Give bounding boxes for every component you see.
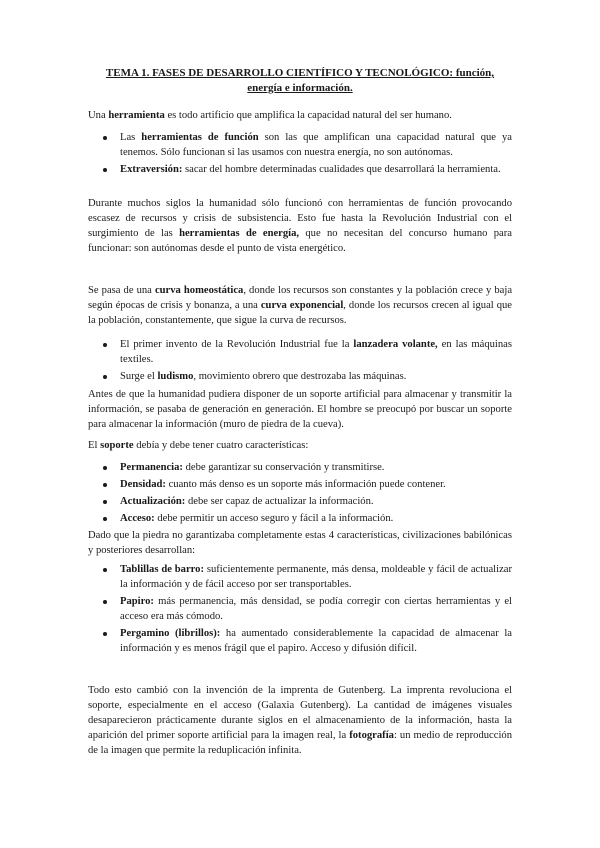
page-title: TEMA 1. FASES DE DESARROLLO CIENTÍFICO Y TECNOLÓGICO: función, energía e información.	[105, 67, 495, 94]
paragraph-soporte-artificial: Antes de que la humanidad pudiera disponer de un soporte artificial para almacenar y transmitir la información, se pasaba de generación en generación. El hombre se preocupó por buscar un soporte para almacenar la información (muro de piedra de la cueva).	[88, 389, 512, 430]
paragraph-imprenta: Todo esto cambió con la invención de la imprenta de Gutenberg. La imprenta revoluciona el soporte, especialmente en el acceso (Galaxia Gutenberg). La cantidad de imágenes visuales desaparecieron prácticamente durante siglos en el almacenamiento de la información, hasta la aparición del primer soporte artificial para la imagen real, la fotografía: un medio de reproducción de la imagen que permite la reduplicación infinita.	[88, 685, 512, 756]
bullet-icon	[103, 483, 107, 487]
list-item: Las herramientas de función son las que amplifican una capacidad natural que ya tenemos. Sólo funcionan si las usamos con nuestra energía, no son autónomas.	[88, 130, 512, 160]
bullet-icon	[103, 632, 107, 636]
list-herramientas	[88, 130, 512, 179]
bullet-icon	[103, 466, 107, 470]
paragraph-curvas: Se pasa de una curva homeostática, donde los recursos son constantes y la población crece y baja según épocas de crisis y bonanza, a una curva exponencial, donde los recursos crecen al igual que la población, constantemente, que sigue la curva de recursos.	[88, 285, 513, 326]
bullet-icon	[103, 517, 107, 521]
paragraph-civilizaciones: Dado que la piedra no garantizaba completamente estas 4 características, civilizaciones babilónicas y posteriores desarrollan:	[88, 530, 512, 556]
paragraph-soporte: El soporte debía y debe tener cuatro características:	[88, 440, 309, 451]
list-item: Papiro: más permanencia, más densidad, se podía corregir con ciertas herramientas y el acceso era más cómodo.	[88, 594, 512, 624]
bullet-icon	[103, 568, 107, 572]
bullet-icon	[103, 500, 107, 504]
list-item: El primer invento de la Revolución Industrial fue la lanzadera volante, en las máquinas textiles.	[88, 337, 512, 367]
bold-term: herramienta	[108, 110, 165, 121]
list-item: Pergamino (librillos): ha aumentado considerablemente la capacidad de almacenar la información y es menos frágil que el papiro. Acceso y difusión difícil.	[88, 626, 512, 656]
bullet-icon	[103, 600, 107, 604]
list-caracteristicas	[88, 460, 512, 528]
list-item: Acceso: debe permitir un acceso seguro y fácil a la información.	[88, 511, 512, 526]
list-item: Tablillas de barro: suficientemente permanente, más densa, moldeable y fácil de actualizar la información y de fácil acceso por ser transportables.	[88, 562, 512, 592]
paragraph-revolucion: Durante muchos siglos la humanidad sólo funcionó con herramientas de función provocando escasez de recursos y crisis de subsistencia. Esto fue hasta la Revolución Industrial con el surgimiento de las herramientas de energía, que no necesitan del concurso humano para funcionar: son autónomas desde el punto de vista energético.	[88, 198, 512, 254]
list-item: Actualización: debe ser capaz de actualizar la información.	[88, 494, 512, 509]
paragraph-herramienta: Una herramienta es todo artificio que amplifica la capacidad natural del ser humano.	[88, 110, 452, 121]
bullet-icon	[103, 343, 107, 347]
list-revolucion-industrial	[88, 337, 512, 386]
bullet-icon	[103, 136, 107, 140]
bullet-icon	[103, 168, 107, 172]
list-soportes	[88, 562, 512, 658]
bullet-icon	[103, 375, 107, 379]
list-item: Permanencia: debe garantizar su conservación y transmitirse.	[88, 460, 512, 475]
list-item: Extraversión: sacar del hombre determinadas cualidades que desarrollará la herramienta.	[88, 162, 512, 177]
list-item: Densidad: cuanto más denso es un soporte más información puede contener.	[88, 477, 512, 492]
list-item: Surge el ludismo, movimiento obrero que destrozaba las máquinas.	[88, 369, 512, 384]
